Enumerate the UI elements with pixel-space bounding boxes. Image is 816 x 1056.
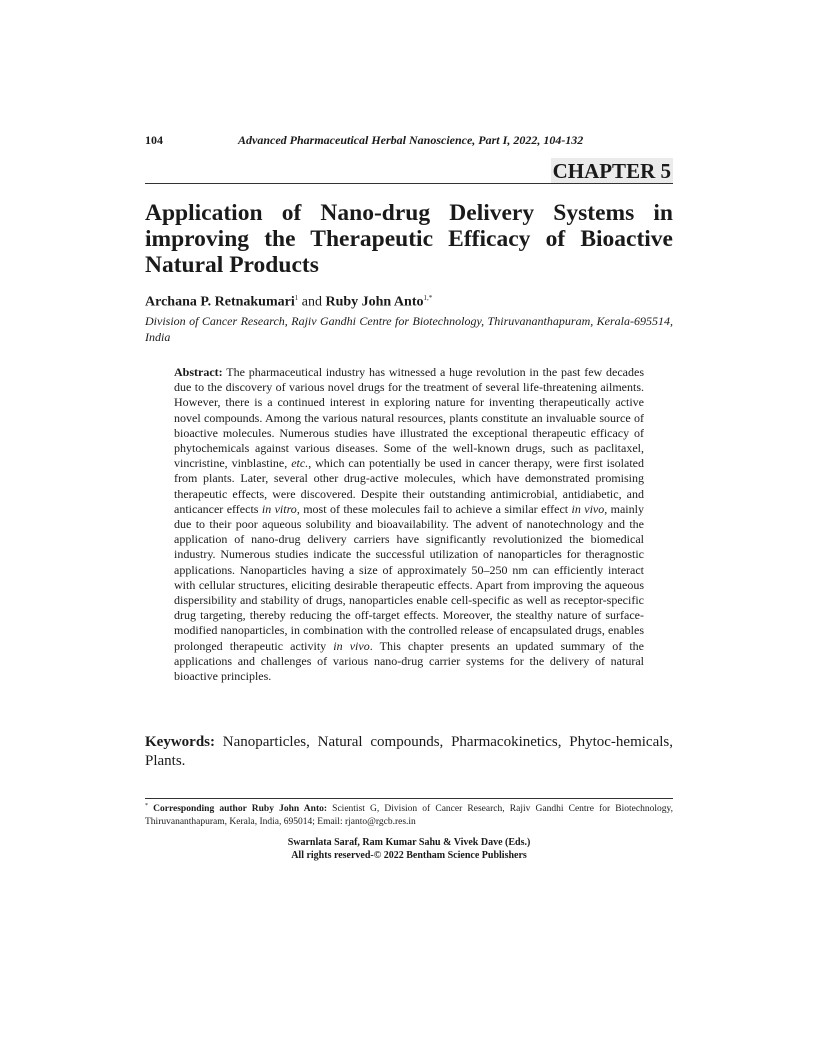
page-number: 104	[145, 133, 163, 147]
editors-line: Swarnlata Saraf, Ram Kumar Sahu & Vivek Dave (Eds.)	[287, 837, 531, 848]
journal-name: Advanced Pharmaceutical Herbal Nanoscience, Part I	[238, 133, 508, 147]
abstract-text: The pharmaceutical industry has witnessed a huge revolution in the past few decades due to the discovery of various novel drugs for the treatment of several life-threatening ailments. However, there is a continued interest in exploring nature for inventing therapeutically active novel compounds. Among the various natural resources, plants constitute an invaluable source of bioactive molecules. Numerous studies have illustrated the exceptional therapeutic efficacy of phytochemicals against various diseases. Some of the well-known drugs, such as paclitaxel, vincristine, vinblastine,	[174, 365, 644, 471]
abstract-label: Abstract:	[174, 365, 223, 379]
abstract-text: . This chapter presents an updated summary of the applications and challenges of various nano-drug carrier systems for the delivery of natural bioactive principles.	[174, 638, 644, 684]
keywords	[145, 733, 673, 771]
keywords-label: Keywords:	[145, 734, 215, 750]
chapter-title: Application of Nano-drug Delivery Systems in improving the Therapeutic Efficacy of Bioactive Natural Products	[145, 200, 673, 278]
header-divider	[145, 183, 673, 184]
editors-block	[145, 837, 673, 862]
journal-citation	[238, 133, 583, 148]
author-line	[145, 289, 673, 312]
abstract-text: , which can potentially be used in cancer therapy, were first isolated from plants. Later, several other drug-active molecules, which have demonstrated promising therapeutic effects, were discovered. Despite their outstanding antimicrobial, antidiabetic, and anticancer effects	[174, 456, 644, 516]
keywords-text: Nanoparticles, Natural compounds, Pharmacokinetics, Phytoc-hemicals, Plants.	[145, 734, 673, 769]
author-affiliation-mark: 1,*	[423, 294, 433, 302]
abstract-italic: in vitro	[261, 501, 297, 516]
footnote-divider	[145, 798, 673, 799]
footnote-mark: *	[145, 803, 148, 809]
journal-year-pages: , 2022, 104-132	[507, 133, 584, 147]
author-name: Archana P. Retnakumari	[145, 294, 295, 310]
author-name: Ruby John Anto	[325, 294, 424, 310]
abstract	[174, 365, 644, 684]
copyright-line: All rights reserved-© 2022 Bentham Science Publishers	[291, 849, 527, 861]
footnote-text: Scientist G, Division of Cancer Research, Rajiv Gandhi Centre for Biotechnology, Thiruvananthapuram, Kerala, India, 695014; Email: rjanto@rgcb.res.in	[145, 804, 674, 827]
corresponding-author-footnote	[145, 800, 673, 828]
affiliation: Division of Cancer Research, Rajiv Gandhi Centre for Biotechnology, Thiruvananthapuram, Kerala-695514, India	[145, 314, 673, 344]
abstract-italic: in vivo	[333, 638, 370, 653]
abstract-text: , most of these molecules fail to achieve a similar effect	[296, 501, 572, 516]
abstract-text: , mainly due to their poor aqueous solubility and bioavailability. The advent of nanotechnology and the application of nano-drug delivery carriers have significantly revolutionized the biomedical industry. Numerous studies indicate the successful utilization of nanoparticles for theragnostic applications. Nanoparticles having a size of approximately 50–250 nm can efficiently interact with cellular structures, eliciting desirable therapeutic effects. Apart from improving the aqueous dispersibility and stability of drugs, nanoparticles enable cell-specific as well as receptor-specific drug targeting, thereby reducing the off-target effects. Moreover, the stealthy nature of surface-modified nanoparticles, in combination with the controlled release of encapsulated drugs, enables prolonged therapeutic activity	[174, 501, 644, 653]
abstract-italic: in vivo	[571, 501, 605, 516]
author-affiliation-mark: 1	[294, 294, 299, 302]
abstract-italic: etc.	[291, 456, 309, 471]
chapter-label: CHAPTER 5	[552, 159, 671, 183]
chapter-heading	[145, 158, 673, 184]
footnote-label: Corresponding author Ruby John Anto:	[148, 804, 328, 815]
author-conjunction: and	[298, 294, 326, 310]
